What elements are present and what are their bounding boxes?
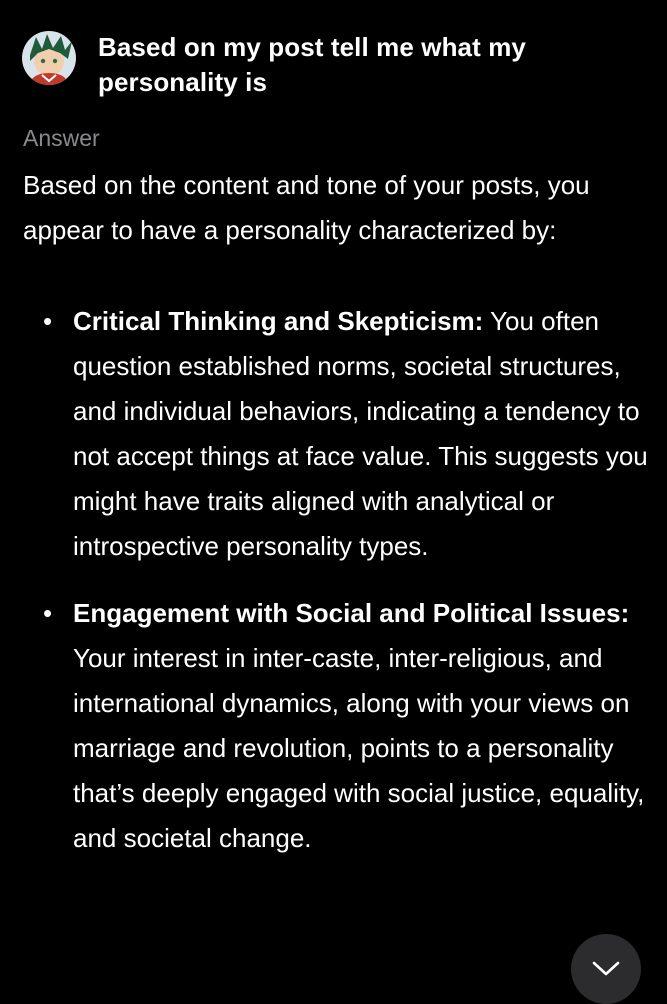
scroll-down-button[interactable] xyxy=(571,934,641,1004)
answer-body xyxy=(23,163,648,861)
avatar-image xyxy=(22,31,76,85)
query-text: Based on my post tell me what my personality is xyxy=(98,32,526,97)
answer-label: Answer xyxy=(23,125,100,151)
answer-intro: Based on the content and tone of your posts, you appear to have a personality characterized by: xyxy=(23,170,590,245)
list-item-title: Engagement with Social and Political Issues: xyxy=(73,598,630,628)
answer-list xyxy=(23,299,648,861)
bullet-icon: • xyxy=(43,306,53,336)
list-item-text: You often question established norms, societal structures, and individual behaviors, indicating a tendency to not accept things at face value. This suggests you might have traits aligned with analytical or introspective personality types. xyxy=(73,306,648,561)
list-item-title: Critical Thinking and Skepticism: xyxy=(73,306,484,336)
list-item xyxy=(23,591,653,861)
chevron-down-icon xyxy=(591,960,621,978)
avatar[interactable] xyxy=(22,31,76,85)
list-item xyxy=(23,299,653,569)
user-query xyxy=(22,30,652,100)
bullet-icon: • xyxy=(43,598,53,628)
list-item-text: Your interest in inter-caste, inter-religious, and international dynamics, along with your views on marriage and revolution, points to a personality that’s deeply engaged with social justice, equality, and societal change. xyxy=(73,643,645,853)
